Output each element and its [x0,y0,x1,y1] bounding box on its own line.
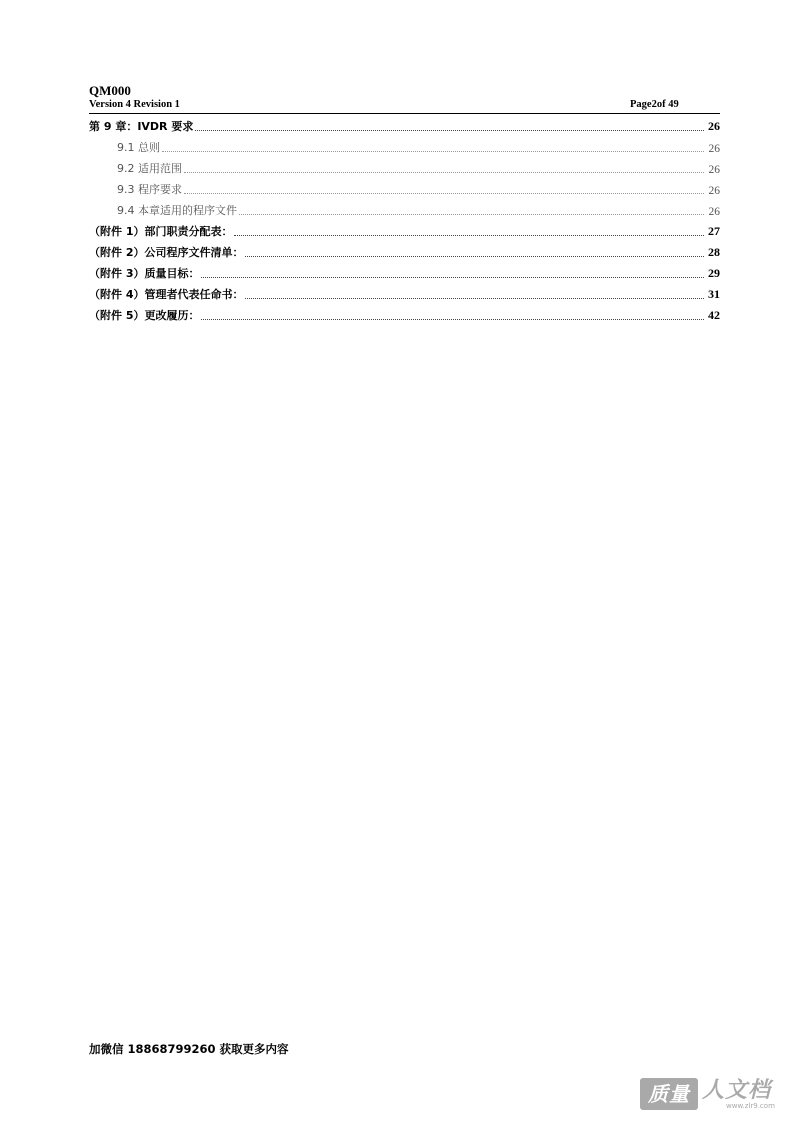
table-of-contents [89,115,720,325]
site-watermark-logo [640,1076,782,1112]
watermark-text: 人文档 [702,1078,772,1103]
toc-entry[interactable] [89,241,720,262]
toc-entry-label: 第 9 章：IVDR 要求 [89,120,194,133]
toc-entry-page: 26 [708,119,720,133]
version-label: Version 4 Revision 1 [89,99,180,110]
toc-entry[interactable] [89,157,720,178]
toc-entry[interactable] [89,283,720,304]
toc-entry-label: （附件 4）管理者代表任命书： [89,288,244,301]
toc-leader [245,256,704,257]
toc-entry-page: 42 [708,308,720,322]
toc-leader [184,193,704,194]
toc-leader [201,319,704,320]
toc-leader [201,277,704,278]
document-code: QM000 [89,83,131,98]
toc-entry-label: 9.3 程序要求 [117,183,182,196]
toc-leader [195,130,704,131]
toc-entry-page: 27 [708,224,720,238]
toc-entry[interactable] [89,136,720,157]
toc-entry-page: 26 [708,185,720,197]
header-divider [89,113,720,114]
toc-entry-page: 28 [708,245,720,259]
toc-leader [245,298,704,299]
toc-entry-page: 26 [708,164,720,176]
toc-leader [239,214,704,215]
page-number: Page2of 49 [630,99,679,110]
watermark-url: www.zlr9.com [726,1102,775,1110]
toc-entry-page: 26 [708,206,720,218]
toc-entry[interactable] [89,304,720,325]
toc-entry[interactable] [89,262,720,283]
toc-entry-page: 26 [708,143,720,155]
header-row [89,98,720,111]
toc-entry-label: （附件 1）部门职责分配表： [89,225,233,238]
watermark-box: 质量 [640,1078,698,1110]
toc-entry-label: （附件 2）公司程序文件清单： [89,246,244,259]
page-header [89,84,720,111]
toc-entry-label: （附件 3）质量目标： [89,267,200,280]
toc-entry-label: （附件 5）更改履历： [89,309,200,322]
toc-entry-label: 9.2 适用范围 [117,162,182,175]
toc-leader [234,235,704,236]
toc-entry[interactable] [89,115,720,136]
toc-leader [162,151,704,152]
toc-entry-label: 9.1 总则 [117,141,160,154]
toc-entry[interactable] [89,220,720,241]
toc-entry-page: 31 [708,287,720,301]
toc-entry[interactable] [89,199,720,220]
toc-entry[interactable] [89,178,720,199]
toc-entry-label: 9.4 本章适用的程序文件 [117,204,237,217]
footer-note: 加微信 18868799260 获取更多内容 [89,1042,289,1056]
toc-leader [184,172,704,173]
toc-entry-page: 29 [708,266,720,280]
